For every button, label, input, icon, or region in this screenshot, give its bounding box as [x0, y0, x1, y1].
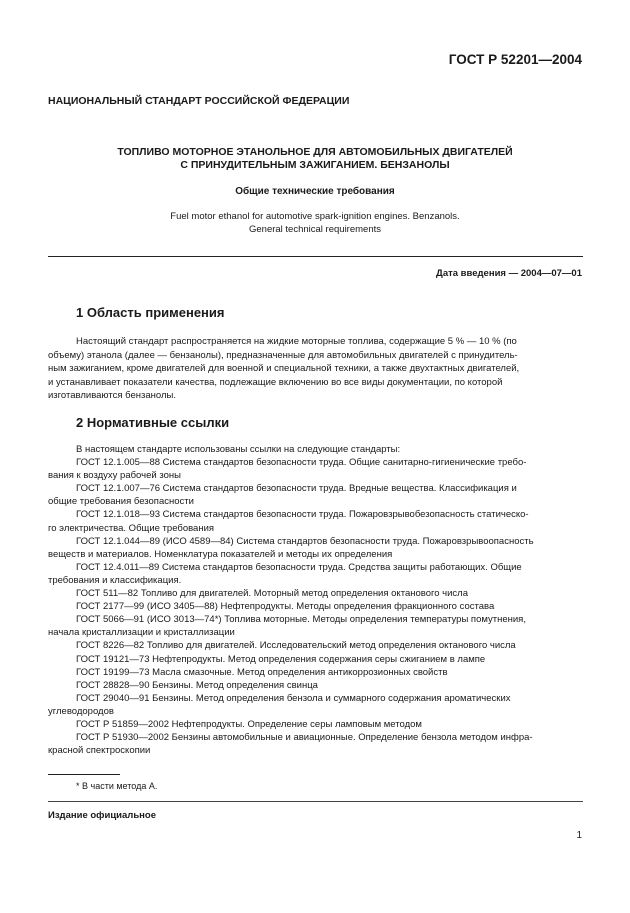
reference-line: го электричества. Общие требования: [48, 522, 215, 534]
section-1-line: и устанавливает показатели качества, подлежащие включению во все виды документации, по которой: [48, 376, 503, 388]
reference-line: вания к воздуху рабочей зоны: [48, 470, 181, 482]
reference-line: ГОСТ 12.1.005—88 Система стандартов безопасности труда. Общие санитарно-гигиенические требо-: [76, 457, 527, 469]
english-title: [40, 211, 590, 236]
reference-line: веществ и материалов. Номенклатура показателей и методы их определения: [48, 548, 393, 560]
title-line-1: ТОПЛИВО МОТОРНОЕ ЭТАНОЛЬНОЕ ДЛЯ АВТОМОБИЛЬНЫХ ДВИГАТЕЛЕЙ: [117, 146, 513, 158]
section-2-heading: 2 Нормативные ссылки: [76, 415, 230, 430]
section-1-line: Настоящий стандарт распространяется на жидкие моторные топлива, содержащие 5 % — 10 % (по: [76, 336, 517, 347]
reference-line: В настоящем стандарте использованы ссылки на следующие стандарты:: [76, 444, 401, 455]
reference-line: ГОСТ 19199—73 Масла смазочные. Метод определения антикоррозионных свойств: [76, 666, 448, 678]
reference-line: ГОСТ 29040—91 Бензины. Метод определения бензола и суммарного содержания ароматических: [76, 692, 511, 704]
standard-number: ГОСТ Р 52201—2004: [448, 52, 582, 67]
reference-line: требования и классификация.: [48, 574, 182, 586]
reference-line: ГОСТ Р 51859—2002 Нефтепродукты. Определение серы ламповым методом: [76, 718, 422, 730]
title-line-2: С ПРИНУДИТЕЛЬНЫМ ЗАЖИГАНИЕМ. БЕНЗАНОЛЫ: [180, 159, 450, 171]
reference-line: красной спектроскопии: [48, 745, 151, 757]
section-1-line: ным зажиганием, кроме двигателей для военной и специальной техники, а также двухтактных двигателей,: [48, 363, 520, 374]
reference-line: ГОСТ 12.1.044—89 (ИСО 4589—84) Система стандартов безопасности труда. Пожаровзрывоопасность: [76, 535, 534, 547]
section-1-line: объему) этанола (далее — бензанолы), предназначенные для автомобильных двигателей с принудитель-: [48, 349, 518, 361]
english-title-line-2: General technical requirements: [248, 223, 381, 235]
reference-line: ГОСТ 5066—91 (ИСО 3013—74*) Топлива моторные. Методы определения температуры помутнения,: [76, 614, 526, 626]
reference-line: начала кристаллизации и кристаллизации: [48, 627, 235, 639]
page-number: 1: [576, 830, 582, 841]
document-title: [40, 146, 590, 172]
reference-line: общие требования безопасности: [48, 496, 194, 508]
footnote: * В части метода А.: [76, 781, 158, 791]
reference-line: ГОСТ 2177—99 (ИСО 3405—88) Нефтепродукты. Методы определения фракционного состава: [76, 601, 495, 613]
section-1-heading: 1 Область применения: [76, 305, 225, 320]
reference-line: ГОСТ Р 51930—2002 Бензины автомобильные и авиационные. Определение бензола методом инфра-: [76, 732, 533, 744]
section-1-body: [48, 335, 583, 403]
reference-line: ГОСТ 12.1.018—93 Система стандартов безопасности труда. Пожаровзрывобезопасность статическо-: [76, 509, 529, 521]
footer-divider: [48, 801, 583, 802]
title-divider: [48, 256, 583, 257]
document-subtitle: Общие технические требования: [235, 186, 395, 197]
section-1-line: изготавливаются бензанолы.: [48, 390, 176, 401]
reference-line: ГОСТ 8226—82 Топливо для двигателей. Исследовательский метод определения октанового числа: [76, 640, 516, 652]
reference-line: углеводородов: [48, 705, 114, 717]
official-edition-label: Издание официальное: [48, 810, 156, 821]
reference-line: ГОСТ 12.4.011—89 Система стандартов безопасности труда. Средства защиты работающих. Общие: [76, 561, 522, 573]
reference-line: ГОСТ 28828—90 Бензины. Метод определения свинца: [76, 679, 318, 691]
reference-line: ГОСТ 511—82 Топливо для двигателей. Моторный метод определения октанового числа: [76, 588, 468, 600]
introduction-date: Дата введения — 2004—07—01: [436, 268, 582, 279]
reference-line: ГОСТ 19121—73 Нефтепродукты. Метод определения содержания серы сжиганием в лампе: [76, 653, 486, 665]
english-title-line-1: Fuel motor ethanol for automotive spark-ignition engines. Benzanols.: [170, 211, 460, 222]
reference-line: ГОСТ 12.1.007—76 Система стандартов безопасности труда. Вредные вещества. Классификация и: [76, 483, 517, 495]
footnote-rule: [48, 774, 120, 775]
national-standard-banner: НАЦИОНАЛЬНЫЙ СТАНДАРТ РОССИЙСКОЙ ФЕДЕРАЦИИ: [48, 95, 350, 107]
section-2-body: [48, 443, 583, 757]
